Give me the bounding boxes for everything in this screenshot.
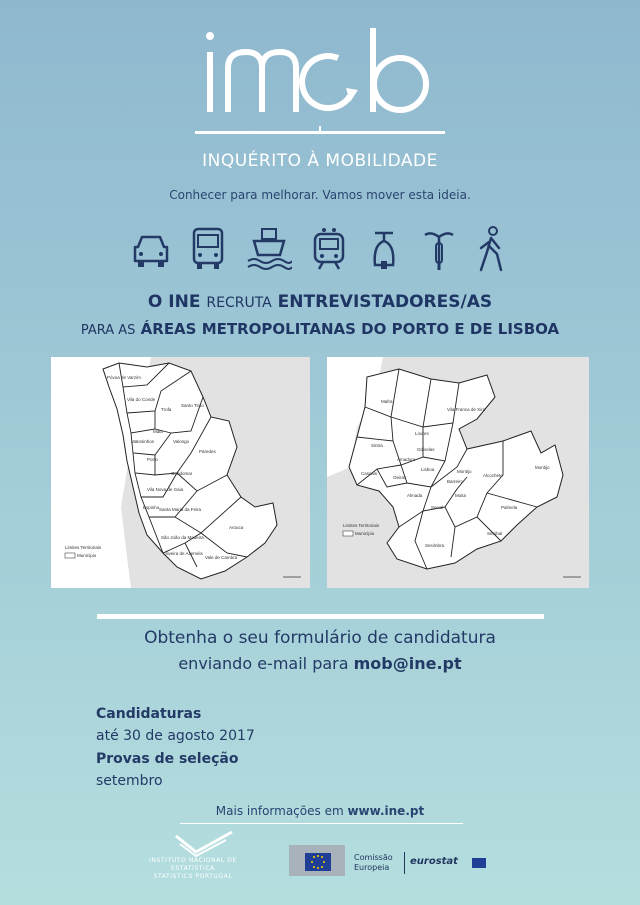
- logo-subtitle: INQUÉRITO À MOBILIDADE: [202, 151, 438, 171]
- lisboa-legend-swatch: [343, 531, 353, 536]
- lisboa-label: Moita: [455, 493, 467, 498]
- lisboa-label: Almada: [407, 493, 423, 498]
- scooter-icon: [367, 227, 401, 271]
- lisboa-label: Montijo: [457, 469, 472, 474]
- eu-flag-icon: [305, 853, 331, 871]
- lisboa-label: Setúbal: [487, 531, 503, 536]
- ine-name: [128, 857, 258, 881]
- headline-recruta: RECRUTA: [206, 295, 272, 311]
- porto-map: [51, 357, 310, 588]
- eurostat-flag-icon: [472, 858, 486, 868]
- porto-map-drawing: [51, 357, 310, 588]
- website-link[interactable]: www.ine.pt: [347, 804, 425, 818]
- european-commission: [354, 853, 393, 873]
- email-link[interactable]: mob@ine.pt: [353, 654, 462, 673]
- porto-label: São João da Madeira: [161, 535, 204, 540]
- porto-label: Trofa: [161, 407, 172, 412]
- lisboa-label-montijo-east: Montijo: [535, 465, 550, 470]
- lisboa-legend-title: Limites Territoriais: [343, 523, 380, 528]
- headline-ine: O INE: [147, 292, 201, 312]
- headline-areas: [0, 320, 640, 338]
- tests-label: Provas de seleção: [96, 751, 239, 767]
- lisboa-label: Lisboa: [421, 467, 435, 472]
- tests-month: setembro: [96, 773, 163, 789]
- ec-line1: Comissão: [354, 853, 393, 862]
- porto-label: Santa Maria da Feira: [159, 507, 202, 512]
- pedestrian-icon: [477, 226, 507, 272]
- lisboa-label: Barreiro: [447, 479, 464, 484]
- applications-label: Candidaturas: [96, 706, 202, 722]
- lisboa-legend-item: Município: [355, 531, 375, 536]
- porto-legend-swatch: [65, 553, 75, 558]
- lisboa-label: Sesimbra: [425, 543, 445, 548]
- porto-label: Vale de Cambra: [205, 555, 238, 560]
- lisboa-label: Amadora: [397, 457, 416, 462]
- lisboa-label: Cascais: [361, 471, 378, 476]
- boat-icon: [246, 227, 292, 271]
- lisboa-label: Seixal: [431, 505, 444, 510]
- porto-label: Matosinhos: [131, 439, 155, 444]
- ine-name-pt: INSTITUTO NACIONAL DE ESTATÍSTICA: [149, 857, 237, 872]
- ec-separator: [404, 852, 405, 874]
- porto-label: Póvoa de Varzim: [107, 375, 141, 380]
- porto-label: Arouca: [229, 525, 244, 530]
- porto-label: Oliveira de Azeméis: [163, 551, 203, 556]
- lisboa-label: Vila Franca de Xira: [447, 407, 486, 412]
- train-icon: [311, 227, 347, 271]
- imob-wordmark: [200, 28, 440, 120]
- ine-name-en: STATISTICS PORTUGAL: [153, 873, 233, 880]
- porto-label: Vila do Conde: [127, 397, 156, 402]
- lisboa-map-drawing: [327, 357, 589, 588]
- applications-deadline: até 30 de agosto 2017: [96, 728, 255, 744]
- porto-label: Porto: [147, 457, 158, 462]
- lisboa-label: Sintra: [371, 443, 383, 448]
- cta-form-line: [0, 628, 640, 648]
- headline-metro-areas: ÁREAS METROPOLITANAS DO PORTO E DE LISBOA: [140, 320, 560, 338]
- headline-interviewers: ENTREVISTADORES/AS: [277, 292, 493, 312]
- porto-label: Vila Nova de Gaia: [147, 487, 184, 492]
- car-icon: [132, 229, 170, 269]
- lisboa-label: Alcochete: [483, 473, 503, 478]
- porto-label: Santo Tirso: [181, 403, 204, 408]
- tagline: Conhecer para melhorar. Vamos mover esta ideia.: [169, 188, 471, 202]
- lisboa-label: Mafra: [381, 399, 393, 404]
- porto-legend-item: Município: [77, 553, 97, 558]
- porto-label: Paredes: [199, 449, 216, 454]
- cta-email-line: [0, 654, 640, 673]
- lisboa-label: Oeiras: [393, 475, 407, 480]
- eurostat-logo: eurostat: [410, 856, 458, 867]
- more-info: [0, 804, 640, 818]
- porto-label: Maia: [153, 429, 163, 434]
- transport-icons: [132, 226, 507, 272]
- porto-label: Espinho: [143, 505, 160, 510]
- ec-line2: Europeia: [354, 863, 390, 872]
- porto-label: Valongo: [173, 439, 190, 444]
- lisboa-map: [327, 357, 589, 588]
- headline-recruits: [0, 292, 640, 312]
- more-info-text: Mais informações em: [215, 804, 344, 818]
- bus-icon: [190, 227, 226, 271]
- imob-logo: [0, 28, 640, 120]
- cta-send: enviando e-mail para: [178, 654, 349, 673]
- lisboa-label: Palmela: [501, 505, 518, 510]
- headline-para-as: PARA AS: [80, 323, 136, 338]
- bicycle-icon: [421, 227, 457, 271]
- section-divider: [97, 614, 544, 619]
- more-info-underline: [180, 823, 463, 824]
- porto-label: Gondomar: [171, 471, 193, 476]
- cta-form: formulário de candidatura: [274, 628, 496, 648]
- logo-underline-tick: [319, 126, 321, 134]
- cta-obtain: Obtenha o seu: [144, 628, 269, 648]
- lisboa-label: Loures: [415, 431, 429, 436]
- lisboa-label: Odivelas: [417, 447, 435, 452]
- porto-legend-title: Limites Territoriais: [65, 545, 102, 550]
